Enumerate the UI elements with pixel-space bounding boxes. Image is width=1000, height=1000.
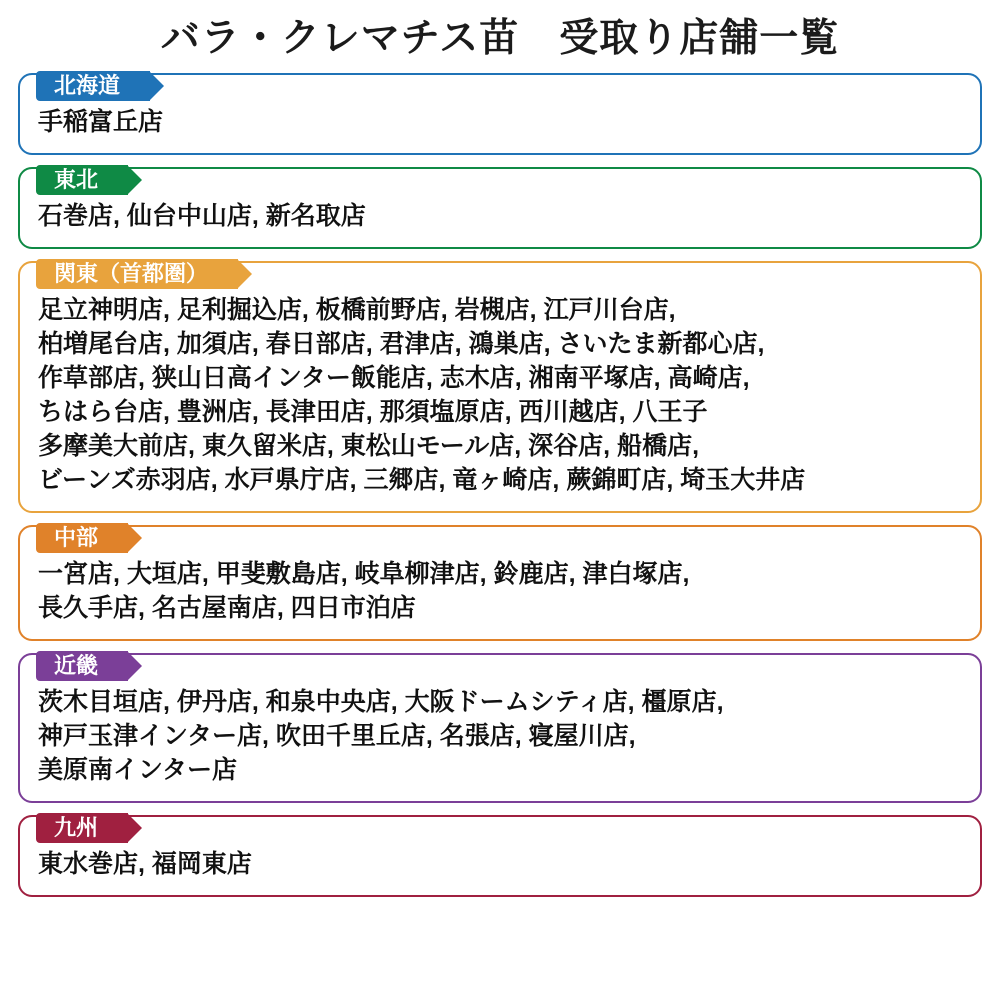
region-body-kanto: [18, 261, 982, 513]
region-section-tohoku: [18, 167, 982, 249]
region-section-kanto: [18, 261, 982, 513]
store-list-kanto: 足立神明店, 足利掘込店, 板橋前野店, 岩槻店, 江戸川台店, 柏増尾台店, 加須店, 春日部店, 君津店, 鴻巣店, さいたま新都心店, 作草部店, 狭山日高インター飯能店, 志木店, 湘南平塚店, 高崎店, ちはら台店, 豊洲店, 長津田店, 那須塩原店, 西川越店, 八王子 多摩美大前店, 東久留米店, 東松山モール店, 深谷店, 船橋店, ビーンズ赤羽店, 水戸県庁店, 三郷店, 竜ヶ崎店, 蕨錦町店, 埼玉大井店: [38, 295, 806, 494]
page-title: バラ・クレマチス苗 受取り店舗一覧: [160, 17, 840, 60]
region-section-chubu: [18, 525, 982, 641]
region-section-kinki: [18, 653, 982, 803]
store-list-tohoku: 石巻店, 仙台中山店, 新名取店: [38, 201, 366, 230]
region-body-chubu: [18, 525, 982, 641]
store-list-kyushu: 東水巻店, 福岡東店: [38, 849, 252, 878]
store-list-hokkaido: 手稲富丘店: [38, 107, 164, 136]
region-section-hokkaido: [18, 73, 982, 155]
region-section-kyushu: [18, 815, 982, 897]
store-list-kinki: 茨木目垣店, 伊丹店, 和泉中央店, 大阪ドームシティ店, 橿原店, 神戸玉津インター店, 吹田千里丘店, 名張店, 寝屋川店, 美原南インター店: [38, 687, 724, 784]
region-body-kinki: [18, 653, 982, 803]
region-label-tohoku: 東北: [36, 165, 128, 195]
region-label-chubu: 中部: [36, 523, 128, 553]
region-label-hokkaido: 北海道: [36, 71, 150, 101]
region-label-kanto: 関東（首都圏）: [36, 259, 238, 289]
region-body-tohoku: [18, 167, 982, 249]
store-list-chubu: 一宮店, 大垣店, 甲斐敷島店, 岐阜柳津店, 鈴鹿店, 津白塚店, 長久手店, 名古屋南店, 四日市泊店: [38, 559, 690, 622]
region-body-kyushu: [18, 815, 982, 897]
region-label-kinki: 近畿: [36, 651, 128, 681]
region-label-kyushu: 九州: [36, 813, 128, 843]
